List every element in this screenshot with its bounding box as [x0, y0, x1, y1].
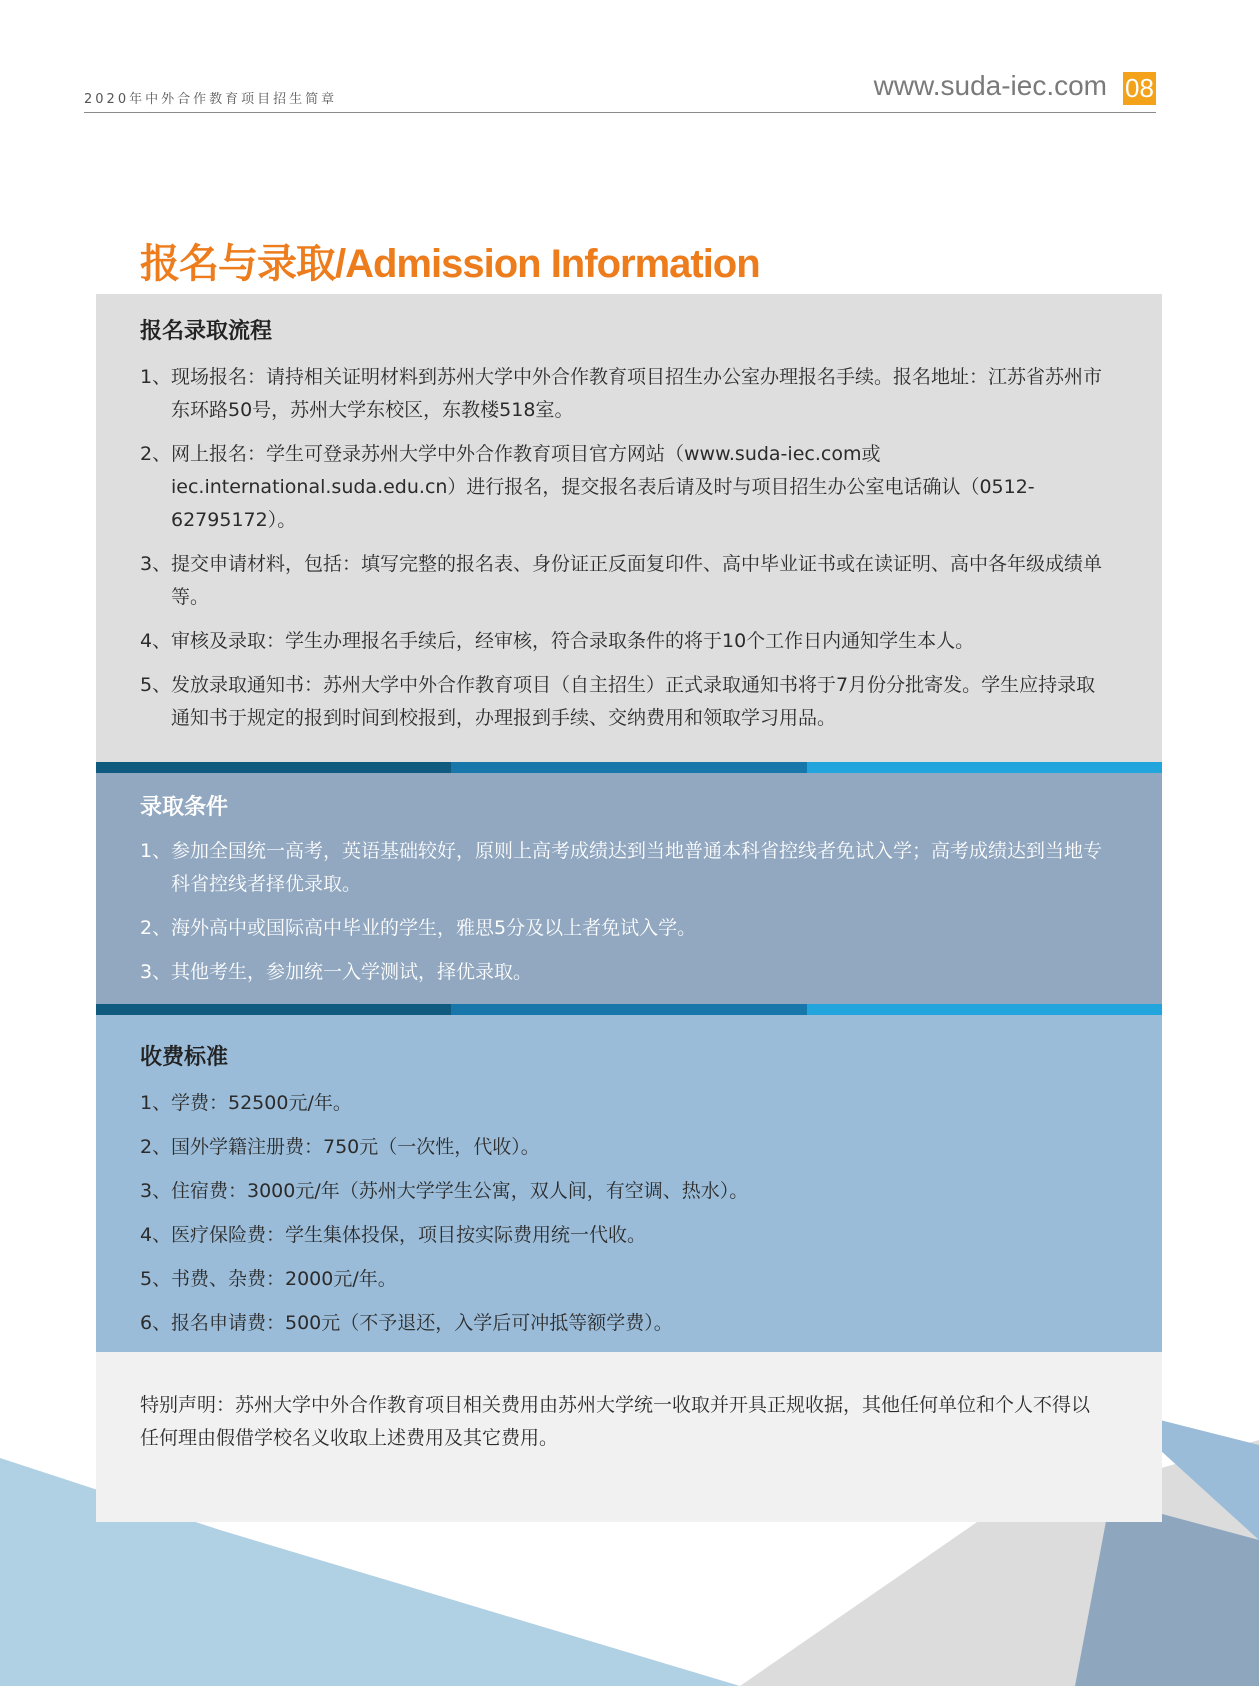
conditions-list	[140, 835, 1108, 989]
brochure-title: 2020年中外合作教育项目招生简章	[84, 92, 338, 107]
notice-section	[96, 1352, 1162, 1522]
fees-section	[96, 1015, 1162, 1352]
process-item-2: 2、 网上报名：学生可登录苏州大学中外合作教育项目官方网站（www.suda-iec.com或iec.international.suda.edu.cn）进行报名，提交报名表后请及时与项目招生办公室电话确认（0512-62795172）。	[140, 443, 1035, 531]
condition-item-2: 2、 海外高中或国际高中毕业的学生，雅思5分及以上者免试入学。	[140, 917, 697, 939]
process-item-4: 4、 审核及录取：学生办理报名手续后，经审核，符合录取条件的将于10个工作日内通知学生本人。	[140, 630, 975, 652]
process-section	[96, 294, 1162, 762]
section-divider-stripe	[96, 762, 1162, 773]
section-divider-stripe	[96, 1004, 1162, 1015]
fee-item-1: 1、 学费：52500元/年。	[140, 1092, 352, 1114]
condition-item-1: 1、 参加全国统一高考，英语基础较好，原则上高考成绩达到当地普通本科省控线者免试入学；高考成绩达到当地专科省控线者择优录取。	[140, 840, 1103, 895]
process-item-1: 1、 现场报名：请持相关证明材料到苏州大学中外合作教育项目招生办公室办理报名手续。报名地址：江苏省苏州市东环路50号，苏州大学东校区，东教楼518室。	[140, 366, 1103, 421]
process-list	[140, 361, 1108, 735]
fee-item-3: 3、 住宿费：3000元/年（苏州大学学生公寓，双人间，有空调、热水）。	[140, 1180, 749, 1202]
special-notice: 特别声明：苏州大学中外合作教育项目相关费用由苏州大学统一收取并开具正规收据，其他任何单位和个人不得以任何理由假借学校名义收取上述费用及其它费用。	[140, 1394, 1091, 1449]
fees-title: 收费标准	[140, 1045, 229, 1070]
fee-item-2: 2、 国外学籍注册费：750元（一次性，代收）。	[140, 1136, 540, 1158]
website-url: www.suda-iec.com	[873, 70, 1107, 101]
page-number-badge: 08	[1123, 72, 1156, 105]
fees-list	[140, 1087, 1108, 1340]
process-item-3: 3、 提交申请材料，包括：填写完整的报名表、身份证正反面复印件、高中毕业证书或在读证明、高中各年级成绩单等。	[140, 553, 1103, 608]
condition-item-3: 3、 其他考生，参加统一入学测试，择优录取。	[140, 961, 533, 983]
fee-item-4: 4、 医疗保险费：学生集体投保，项目按实际费用统一代收。	[140, 1224, 647, 1246]
process-item-5: 5、 发放录取通知书：苏州大学中外合作教育项目（自主招生）正式录取通知书将于7月份分批寄发。学生应持录取通知书于规定的报到时间到校报到，办理报到手续、交纳费用和领取学习用品。	[140, 674, 1096, 729]
fee-item-5: 5、 书费、杂费：2000元/年。	[140, 1268, 397, 1290]
fee-item-6: 6、 报名申请费：500元（不予退还，入学后可冲抵等额学费）。	[140, 1312, 673, 1334]
header-divider	[84, 112, 1156, 113]
conditions-section	[96, 773, 1162, 1005]
process-title: 报名录取流程	[140, 319, 273, 344]
page-title: 报名与录取/Admission Information	[140, 242, 760, 286]
conditions-title: 录取条件	[140, 795, 229, 820]
